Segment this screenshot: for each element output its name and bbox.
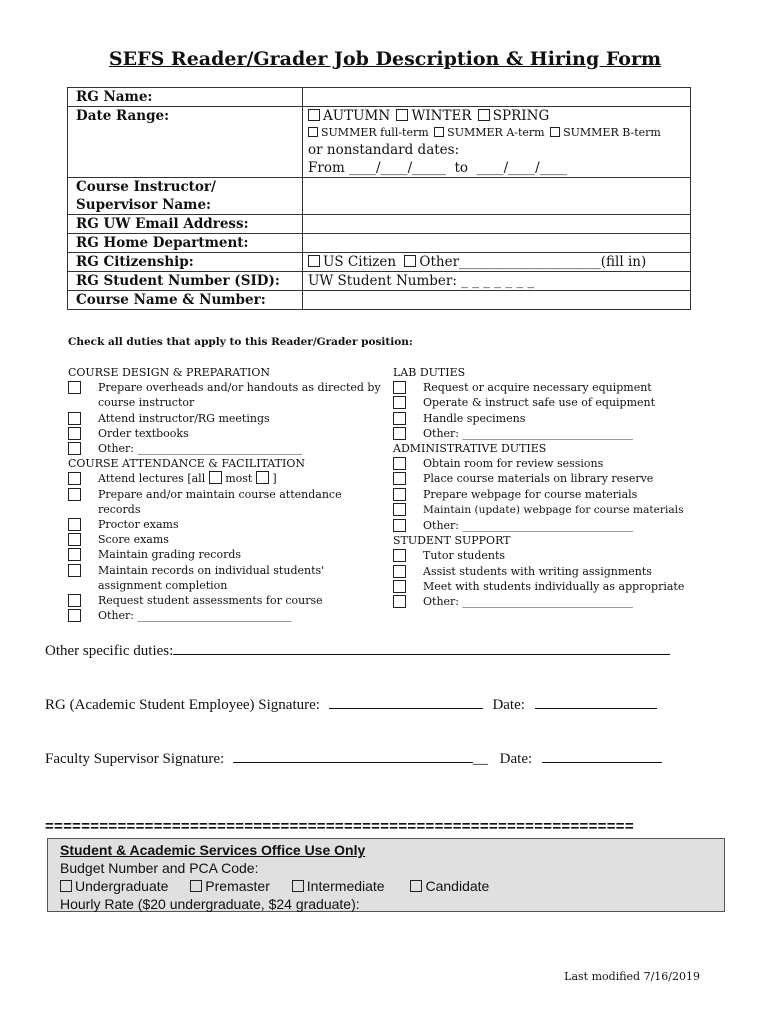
duty-item[interactable] <box>393 594 713 609</box>
intermediate-label: Intermediate <box>306 878 385 894</box>
premaster-checkbox[interactable] <box>190 880 202 892</box>
candidate-checkbox[interactable] <box>410 880 422 892</box>
duty-checkbox[interactable] <box>68 533 81 546</box>
design-heading: COURSE DESIGN & PREPARATION <box>68 366 270 379</box>
winter-checkbox[interactable] <box>396 109 408 121</box>
duty-checkbox[interactable] <box>68 488 81 501</box>
duty-checkbox[interactable] <box>393 381 406 394</box>
duty-checkbox[interactable] <box>393 412 406 425</box>
duty-checkbox[interactable] <box>393 595 406 608</box>
faculty-signature-label: Faculty Supervisor Signature: <box>45 751 225 767</box>
lab-heading: LAB DUTIES <box>393 366 466 379</box>
budget-label: Budget Number and PCA Code: <box>60 860 259 876</box>
duty-item[interactable] <box>68 517 383 532</box>
duty-item[interactable] <box>393 395 713 410</box>
duty-checkbox[interactable] <box>393 580 406 593</box>
duty-item[interactable] <box>68 608 383 623</box>
duty-label: Assist students with writing assignments <box>423 564 652 578</box>
duty-label: Other: _______________________________ <box>423 519 633 533</box>
attendance-heading: COURSE ATTENDANCE & FACILITATION <box>68 457 305 471</box>
admin-heading: ADMINISTRATIVE DUTIES <box>393 442 547 456</box>
hourly-rate-label: Hourly Rate ($20 undergraduate, $24 graduate): <box>60 896 360 912</box>
course-label: Course Name & Number: <box>68 291 303 310</box>
faculty-date-label: Date: <box>499 751 533 767</box>
rg-signature-row <box>45 694 657 714</box>
duty-checkbox[interactable] <box>68 594 81 607</box>
faculty-signature-tail: __ <box>472 751 488 767</box>
instructor-label <box>68 178 303 215</box>
duty-item[interactable] <box>393 426 713 441</box>
other-citizen-label: Other_____________________(fill in) <box>419 254 647 270</box>
duty-checkbox[interactable] <box>68 427 81 440</box>
duties-left-column <box>68 365 383 623</box>
duty-item[interactable] <box>393 380 713 395</box>
rg-date-label: Date: <box>492 697 525 713</box>
duty-checkbox[interactable] <box>393 396 406 409</box>
duty-label: Request or acquire necessary equipment <box>423 381 652 395</box>
duty-label: Tutor students <box>423 549 506 563</box>
rg-date-input[interactable] <box>535 694 657 709</box>
lectures-mid: most <box>225 472 253 486</box>
instructor-label-line1: Course Instructor/ <box>76 179 216 195</box>
lectures-prefix: Attend lectures [all <box>98 472 206 486</box>
duty-label: Other: _______________________________ <box>423 595 633 609</box>
duty-item[interactable] <box>393 411 713 426</box>
other-duties-input[interactable] <box>173 640 670 655</box>
duty-item[interactable] <box>393 548 713 563</box>
duty-label: Other: ______________________________ <box>98 442 303 456</box>
duty-item[interactable] <box>68 532 383 547</box>
duty-item[interactable] <box>393 487 713 502</box>
duty-item-lectures[interactable] <box>68 471 383 486</box>
duty-checkbox[interactable] <box>393 519 406 532</box>
duty-label: Meet with students individually as appropriate <box>423 579 685 593</box>
winter-label: WINTER <box>411 108 472 124</box>
form-title: SEFS Reader/Grader Job Description & Hiring Form <box>108 48 662 70</box>
sid-label: RG Student Number (SID): <box>68 272 303 291</box>
summer-full-label: SUMMER full-term <box>321 126 429 139</box>
duty-checkbox[interactable] <box>68 518 81 531</box>
date-range-field <box>303 107 691 178</box>
duty-checkbox[interactable] <box>393 457 406 470</box>
lectures-suffix: ] <box>272 472 277 486</box>
rg-signature-input[interactable] <box>329 694 483 709</box>
summer-b-checkbox[interactable] <box>550 127 560 137</box>
duty-label: Attend instructor/RG meetings <box>98 411 270 425</box>
duties-right-column <box>393 365 713 609</box>
level-options <box>60 877 724 895</box>
other-duties-label: Other specific duties: <box>45 643 174 659</box>
duty-checkbox[interactable] <box>68 564 81 577</box>
summer-b-label: SUMMER B-term <box>563 126 661 139</box>
duty-checkbox[interactable] <box>393 427 406 440</box>
duty-checkbox[interactable] <box>393 488 406 501</box>
divider-line: ================================================================= <box>45 818 634 835</box>
duty-item[interactable] <box>393 518 713 533</box>
autumn-checkbox[interactable] <box>308 109 320 121</box>
from-to-dates[interactable]: From ____/____/_____ to ____/____/____ <box>308 160 567 176</box>
email-label: RG UW Email Address: <box>68 215 303 234</box>
spring-checkbox[interactable] <box>478 109 490 121</box>
duty-item[interactable] <box>393 564 713 579</box>
duty-checkbox[interactable] <box>68 472 81 485</box>
info-table <box>67 87 691 310</box>
duty-item[interactable] <box>393 471 713 486</box>
duty-item[interactable] <box>68 593 383 608</box>
nonstandard-label: or nonstandard dates: <box>308 142 460 158</box>
duty-label: Maintain (update) webpage for course materials <box>423 503 684 516</box>
duty-item[interactable] <box>393 502 713 518</box>
duty-item[interactable] <box>68 441 383 456</box>
candidate-label: Candidate <box>425 878 490 894</box>
duty-checkbox[interactable] <box>68 381 81 394</box>
duty-label: Other: ____________________________ <box>98 609 292 623</box>
duty-item[interactable] <box>68 426 383 441</box>
us-citizen-label: US Citizen <box>323 254 397 270</box>
last-modified: Last modified 7/16/2019 <box>564 970 700 983</box>
duty-label: Proctor exams <box>98 518 179 532</box>
duty-item[interactable] <box>68 547 383 562</box>
duty-label: Other: _______________________________ <box>423 426 633 440</box>
email-field[interactable] <box>303 215 691 234</box>
other-duties-row <box>45 640 670 660</box>
sid-field[interactable]: UW Student Number: _ _ _ _ _ _ _ <box>303 272 691 291</box>
department-field[interactable] <box>303 234 691 253</box>
instructor-field[interactable] <box>303 178 691 215</box>
duty-checkbox[interactable] <box>68 412 81 425</box>
duty-label: Operate & instruct safe use of equipment <box>423 396 656 410</box>
duty-item[interactable] <box>393 456 713 471</box>
other-citizen-checkbox[interactable] <box>404 255 416 267</box>
duty-label: Score exams <box>98 533 169 547</box>
date-range-label: Date Range: <box>68 107 303 178</box>
premaster-label: Premaster <box>205 878 270 894</box>
duty-checkbox[interactable] <box>68 609 81 622</box>
duty-label: Prepare and/or maintain course attendance records <box>98 487 342 516</box>
faculty-signature-row <box>45 748 662 768</box>
faculty-signature-input[interactable] <box>233 748 473 763</box>
duty-item[interactable] <box>393 579 713 594</box>
duty-label: Place course materials on library reserve <box>423 472 654 486</box>
instructor-label-line2: Supervisor Name: <box>76 197 212 213</box>
duty-item[interactable] <box>68 563 383 593</box>
lectures-all-checkbox[interactable] <box>209 471 222 484</box>
faculty-date-input[interactable] <box>542 748 662 763</box>
duty-checkbox[interactable] <box>393 503 406 516</box>
duty-label: Order textbooks <box>98 426 189 440</box>
lectures-most-checkbox[interactable] <box>256 471 269 484</box>
duty-label: Obtain room for review sessions <box>423 457 604 471</box>
duty-label: Maintain grading records <box>98 548 242 562</box>
office-use-box <box>47 838 725 912</box>
department-label: RG Home Department: <box>68 234 303 253</box>
summer-a-checkbox[interactable] <box>434 127 444 137</box>
duty-checkbox[interactable] <box>68 548 81 561</box>
duty-checkbox[interactable] <box>68 442 81 455</box>
intermediate-checkbox[interactable] <box>292 880 304 892</box>
rg-name-field[interactable] <box>303 88 691 107</box>
office-heading: Student & Academic Services Office Use Only <box>60 842 366 858</box>
citizenship-label: RG Citizenship: <box>68 253 303 272</box>
undergraduate-label: Undergraduate <box>75 878 169 894</box>
autumn-label: AUTUMN <box>323 108 391 124</box>
duty-label: Prepare webpage for course materials <box>423 487 638 501</box>
course-field[interactable] <box>303 291 691 310</box>
rg-signature-label: RG (Academic Student Employee) Signature: <box>45 697 320 713</box>
duty-checkbox[interactable] <box>393 549 406 562</box>
duty-label: Prepare overheads and/or handouts as directed by course instructor <box>98 381 381 410</box>
duty-label: Request student assessments for course <box>98 594 323 608</box>
duty-item[interactable] <box>68 411 383 426</box>
citizenship-field <box>303 253 691 272</box>
duty-item[interactable] <box>68 487 383 517</box>
support-heading: STUDENT SUPPORT <box>393 534 511 548</box>
duty-checkbox[interactable] <box>393 472 406 485</box>
summer-full-checkbox[interactable] <box>308 127 318 137</box>
duty-item[interactable] <box>68 380 383 410</box>
duties-heading: Check all duties that apply to this Reader/Grader position: <box>68 336 413 348</box>
duty-label: Handle specimens <box>423 411 526 425</box>
undergraduate-checkbox[interactable] <box>60 880 72 892</box>
summer-a-label: SUMMER A-term <box>447 126 545 139</box>
us-citizen-checkbox[interactable] <box>308 255 320 267</box>
duty-label: Maintain records on individual students' assignment completion <box>98 563 325 592</box>
spring-label: SPRING <box>492 108 550 124</box>
rg-name-label: RG Name: <box>68 88 303 107</box>
duty-checkbox[interactable] <box>393 565 406 578</box>
